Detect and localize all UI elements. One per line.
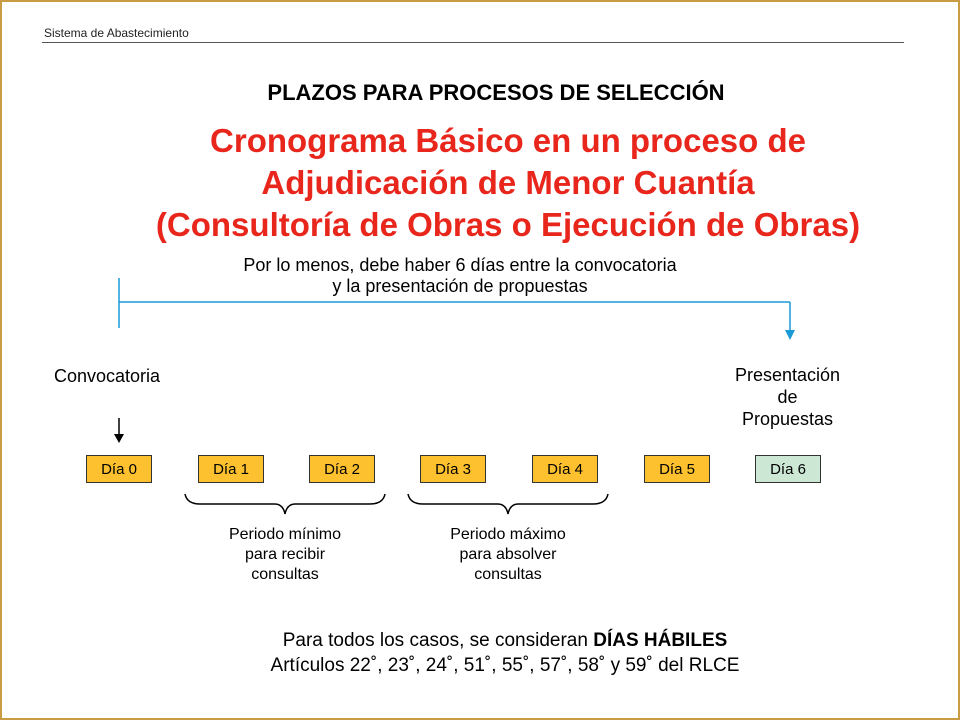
minimum-period-brace [185,494,385,514]
subtitle-line-3: (Consultoría de Obras o Ejecución de Obras) [155,206,861,243]
day-box-4: Día 4 [532,455,598,483]
footer-line-1-prefix: Para todos los casos, se consideran [282,630,594,651]
minimum-period-line-3: consultas [251,566,319,583]
span-note-line-1: Por lo menos, debe haber 6 días entre la convocatoria [243,255,677,275]
day-box-0: Día 0 [86,455,152,483]
presentacion-label [720,364,855,430]
minimum-period-label [185,525,385,585]
footer-line-1-bold: DÍAS HÁBILES [593,630,728,651]
presentacion-line-2: de [777,387,798,407]
maximum-period-line-3: consultas [474,566,542,583]
maximum-period-brace [408,494,608,514]
maximum-period-line-2: para absolver [459,546,557,563]
footer-note [0,628,960,678]
convocatoria-label: Convocatoria [54,366,161,386]
subtitle-line-2: Adjudicación de Menor Cuantía [261,164,755,201]
day-box-6: Día 6 [755,455,821,483]
presentacion-line-1: Presentación [734,365,841,385]
maximum-period-line-1: Periodo máximo [450,526,566,543]
minimum-period-line-1: Periodo mínimo [228,526,342,543]
footer-line-2: Artículos 22˚, 23˚, 24˚, 51˚, 55˚, 57˚, 58˚ y 59˚ del RLCE [270,655,740,676]
page-title: PLAZOS PARA PROCESOS DE SELECCIÓN [267,80,725,105]
span-note-line-2: y la presentación de propuestas [332,276,588,296]
presentacion-line-3: Propuestas [741,409,834,429]
convocatoria-arrowhead [114,434,124,443]
day-box-2: Día 2 [309,455,375,483]
header-system-name: Sistema de Abastecimiento [44,26,189,40]
day-box-1: Día 1 [198,455,264,483]
day-box-3: Día 3 [420,455,486,483]
maximum-period-label [408,525,608,585]
day-box-5: Día 5 [644,455,710,483]
minimum-period-line-2: para recibir [244,546,326,563]
span-arrowhead [785,330,795,340]
subtitle-line-1: Cronograma Básico en un proceso de [210,122,806,159]
footer-line-1 [0,628,960,653]
